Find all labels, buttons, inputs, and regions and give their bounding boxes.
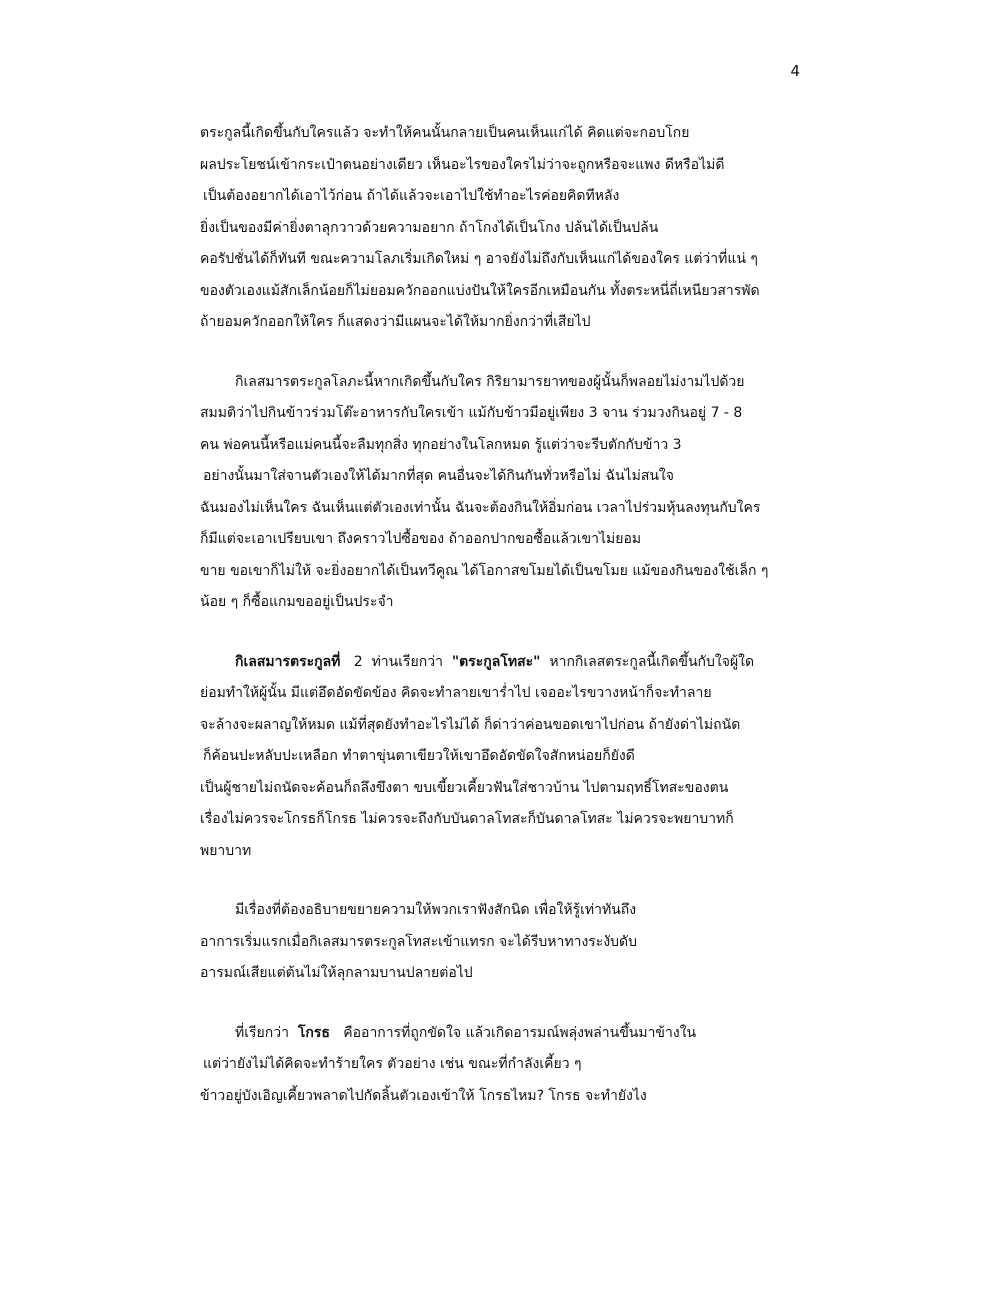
text-line: คน พ่อคนนี้หรือแม่คนนี้จะลืมทุกสิ่ง ทุกอย่างในโลกหมด รู้แต่ว่าจะรีบตักกับข้าว 3 — [200, 436, 682, 453]
text-line: คอรัปชั่นได้ก็ทันที ขณะความโลภเริ่มเกิดใหม่ ๆ อาจยังไม่ถึงกับเห็นแก่ได้ของใคร แต่ว่าที่แน่ ๆ — [200, 251, 758, 267]
text-line: จะล้างจะผลาญให้หมด แม้ที่สุดยังทำอะไรไม่ได้ ก็ด่าว่าค่อนขอดเขาไปก่อน ถ้ายังด่าไม่ถนัด — [200, 716, 741, 733]
paragraph-1 — [200, 118, 800, 339]
text-line: เป็นต้องอยากได้เอาไว้ก่อน ถ้าได้แล้วจะเอาไปใช้ทำอะไรค่อยคิดทีหลัง — [203, 188, 620, 204]
text-line: น้อย ๆ ก็ซื้อแกมขออยู่เป็นประจำ — [200, 594, 394, 610]
text-line: ย่อมทำให้ผู้นั้น มีแต่อึดอัดขัดข้อง คิดจะทำลายเขาร่ำไป เจออะไรขวางหน้าก็จะทำลาย — [200, 685, 712, 701]
paragraph-2 — [200, 367, 800, 619]
paragraph-3 — [200, 647, 800, 868]
bold-term: "ตระกูลโทสะ" — [451, 653, 541, 670]
text-line: ยิ่งเป็นของมีค่ายิ่งตาลุกวาวด้วยความอยาก ถ้าโกงได้เป็นโกง ปล้นได้เป็นปล้น — [200, 219, 659, 236]
text-line: ของตัวเองแม้สักเล็กน้อยก็ไม่ยอมควักออกแบ่งปันให้ใครอีกเหมือนกัน ทั้งตระหนี่ถี่เหนียวสารพัด — [200, 282, 760, 299]
text-line: เรื่องไม่ควรจะโกรธก็โกรธ ไม่ควรจะถึงกับบันดาลโทสะก็บันดาลโทสะ ไม่ควรจะพยาบาทก็ — [200, 811, 734, 827]
text-line: กิเลสมารตระกูลโลภะนี้หากเกิดขึ้นกับใคร กิริยามารยาทของผู้นั้นก็พลอยไม่งามไปด้วย — [235, 373, 745, 390]
text-line: พยาบาท — [200, 842, 252, 859]
text-line — [200, 647, 800, 679]
bold-term: โกรธ — [297, 1024, 330, 1041]
text-line: เป็นผู้ชายไม่ถนัดจะค้อนก็ถลึงขึงตา ขบเขี้ยวเคี้ยวฟันใส่ชาวบ้าน ไปตามฤทธิ์โทสะของตน — [200, 779, 729, 796]
text-run: คืออาการที่ถูกขัดใจ แล้วเกิดอารมณ์พลุ่งพล่านขึ้นมาข้างใน — [329, 1024, 697, 1041]
text-line: ก็มีแต่จะเอาเปรียบเขา ถึงคราวไปซื้อของ ถ้าออกปากขอซื้อแล้วเขาไม่ยอม — [200, 531, 642, 547]
text-run: 2 ท่านเรียกว่า — [340, 653, 452, 670]
text-line: อาการเริ่มแรกเมื่อกิเลสมารตระกูลโทสะเข้าแทรก จะได้รีบหาทางระงับดับ — [200, 933, 638, 950]
text-line: ข้าวอยู่บังเอิญเคี้ยวพลาดไปกัดลิ้นตัวเองเข้าให้ โกรธไหม? โกรธ จะทำยังไง — [200, 1087, 647, 1104]
paragraph-5 — [200, 1018, 800, 1113]
text-line: มีเรื่องที่ต้องอธิบายขยายความให้พวกเราฟังสักนิด เพื่อให้รู้เท่าทันถึง — [235, 902, 637, 918]
text-line: อารมณ์เสียแต่ต้นไม่ให้ลุกลามบานปลายต่อไป — [200, 965, 473, 981]
text-line: ถ้ายอมควักออกให้ใคร ก็แสดงว่ามีแผนจะได้ให้มากยิ่งกว่าที่เสียไป — [200, 314, 591, 330]
text-line: แต่ว่ายังไม่ได้คิดจะทำร้ายใคร ตัวอย่าง เช่น ขณะที่กำลังเคี้ยว ๆ — [203, 1056, 582, 1072]
text-line: ขาย ขอเขาก็ไม่ให้ จะยิ่งอยากได้เป็นทวีคูณ ได้โอกาสขโมยได้เป็นขโมย แม้ของกินของใช้เล็ก ๆ — [200, 562, 769, 579]
text-line: ตระกูลนี้เกิดขึ้นกับใครแล้ว จะทำให้คนนั้นกลายเป็นคนเห็นแก่ได้ คิดแต่จะกอบโกย — [200, 125, 690, 141]
text-line: อย่างนั้นมาใส่จานตัวเองให้ได้มากที่สุด คนอื่นจะได้กินกันทั่วหรือไม่ ฉันไม่สนใจ — [203, 468, 674, 484]
text-line: ก็ค้อนปะหลับปะเหลือก ทำตาขุ่นตาเขียวให้เขาอึดอัดขัดใจสักหน่อยก็ยังดี — [203, 748, 635, 764]
text-line: ฉันมองไม่เห็นใคร ฉันเห็นแต่ตัวเองเท่านั้น ฉันจะต้องกินให้อิ่มก่อน เวลาไปร่วมหุ้นลงทุนกับใคร — [200, 499, 761, 516]
text-line — [200, 1018, 800, 1050]
text-line: ผลประโยชน์เข้ากระเป๋าตนอย่างเดียว เห็นอะไรของใครไม่ว่าจะถูกหรือจะแพง ดีหรือไม่ดี — [200, 156, 725, 173]
text-run: หากกิเลสตระกูลนี้เกิดขึ้นกับใจผู้ใด — [540, 653, 755, 670]
page-number: 4 — [790, 62, 800, 80]
text-line: สมมติว่าไปกินข้าวร่วมโต๊ะอาหารกับใครเข้า แม้กับข้าวมีอยู่เพียง 3 จาน ร่วมวงกินอยู่ 7 - 8 — [200, 405, 743, 421]
body-text — [200, 118, 800, 1140]
text-run: ที่เรียกว่า — [235, 1024, 298, 1041]
paragraph-4 — [200, 895, 800, 990]
bold-lead: กิเลสมารตระกูลที่ — [235, 653, 341, 670]
